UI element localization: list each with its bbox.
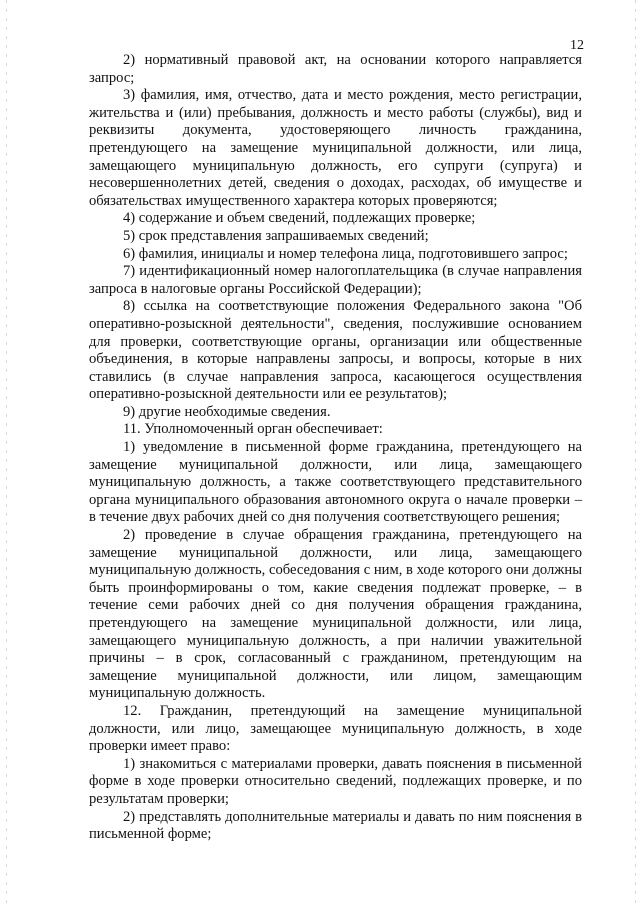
paragraph: 8) ссылка на соответствующие положения Федерального закона "Об оперативно-розыскной деятельности", сведения, послужившие основанием для проверки, соответствующие органы, организации или общественные объединения, в которые направлены запросы, и вопросы, которые в них ставились (в случае направления запроса, касающегося осуществления оперативно-розыскной деятельности или ее результатов);	[89, 298, 582, 403]
section-heading: 12. Гражданин, претендующий на замещение муниципальной должности, или лицо, замещающее муниципальную должность, в ходе проверки имеет право:	[89, 702, 582, 755]
paragraph: 6) фамилия, инициалы и номер телефона лица, подготовившего запрос;	[123, 245, 568, 262]
paragraph: 1) знакомиться с материалами проверки, давать пояснения в письменной форме в ходе проверки относительно сведений, подлежащих проверке, и по результатам проверки;	[89, 755, 582, 807]
paragraph: 9) другие необходимые сведения.	[123, 403, 331, 420]
scan-edge-right	[635, 0, 636, 905]
scan-edge-left	[6, 0, 7, 905]
paragraph: 3) фамилия, имя, отчество, дата и место рождения, место регистрации, жительства и (или) пребывания, должность и место работы (службы), вид и реквизиты документа, удостоверяющего личность гражданина, претендующего на замещение муниципальной должности, или лица, замещающего муниципальную должность, его супруги (супруга) и несовершеннолетних детей, сведения о доходах, расходах, об имуществе и обязательствах имущественного характера которых проверяются;	[89, 87, 582, 209]
section-heading: 11. Уполномоченный орган обеспечивает:	[123, 421, 383, 438]
page-number: 12	[570, 38, 584, 53]
paragraph: 7) идентификационный номер налогоплательщика (в случае направления запроса в налоговые органы Российской Федерации);	[89, 263, 582, 297]
paragraph: 2) представлять дополнительные материалы и давать по ним пояснения в письменной форме;	[89, 808, 582, 843]
document-body	[89, 52, 582, 844]
paragraph: 1) уведомление в письменной форме гражданина, претендующего на замещение муниципальной должности, или лица, замещающего муниципальную должность, а также соответствующего представительного органа муниципального образования автономного округа о начале проверки – в течение двух рабочих дней со дня получения соответствующего решения;	[89, 439, 582, 526]
paragraph: 4) содержание и объем сведений, подлежащих проверке;	[123, 210, 476, 227]
paragraph: 2) нормативный правовой акт, на основании которого направляется запрос;	[89, 52, 582, 86]
paragraph: 5) срок представления запрашиваемых сведений;	[123, 227, 429, 244]
paragraph: 2) проведение в случае обращения гражданина, претендующего на замещение муниципальной должности, или лица, замещающего муниципальную должность, собеседования с ним, в ходе которого они должны быть проинформированы о том, какие сведения подлежат проверке, – в течение семи рабочих дней со дня получения обращения гражданина, претендующего на замещение муниципальной должности, или лица, замещающего муниципальную должность, а при наличии уважительной причины – в срок, согласованный с гражданином, претендующим на замещение муниципальной должности, или лицом, замещающим муниципальную должность.	[89, 527, 582, 702]
